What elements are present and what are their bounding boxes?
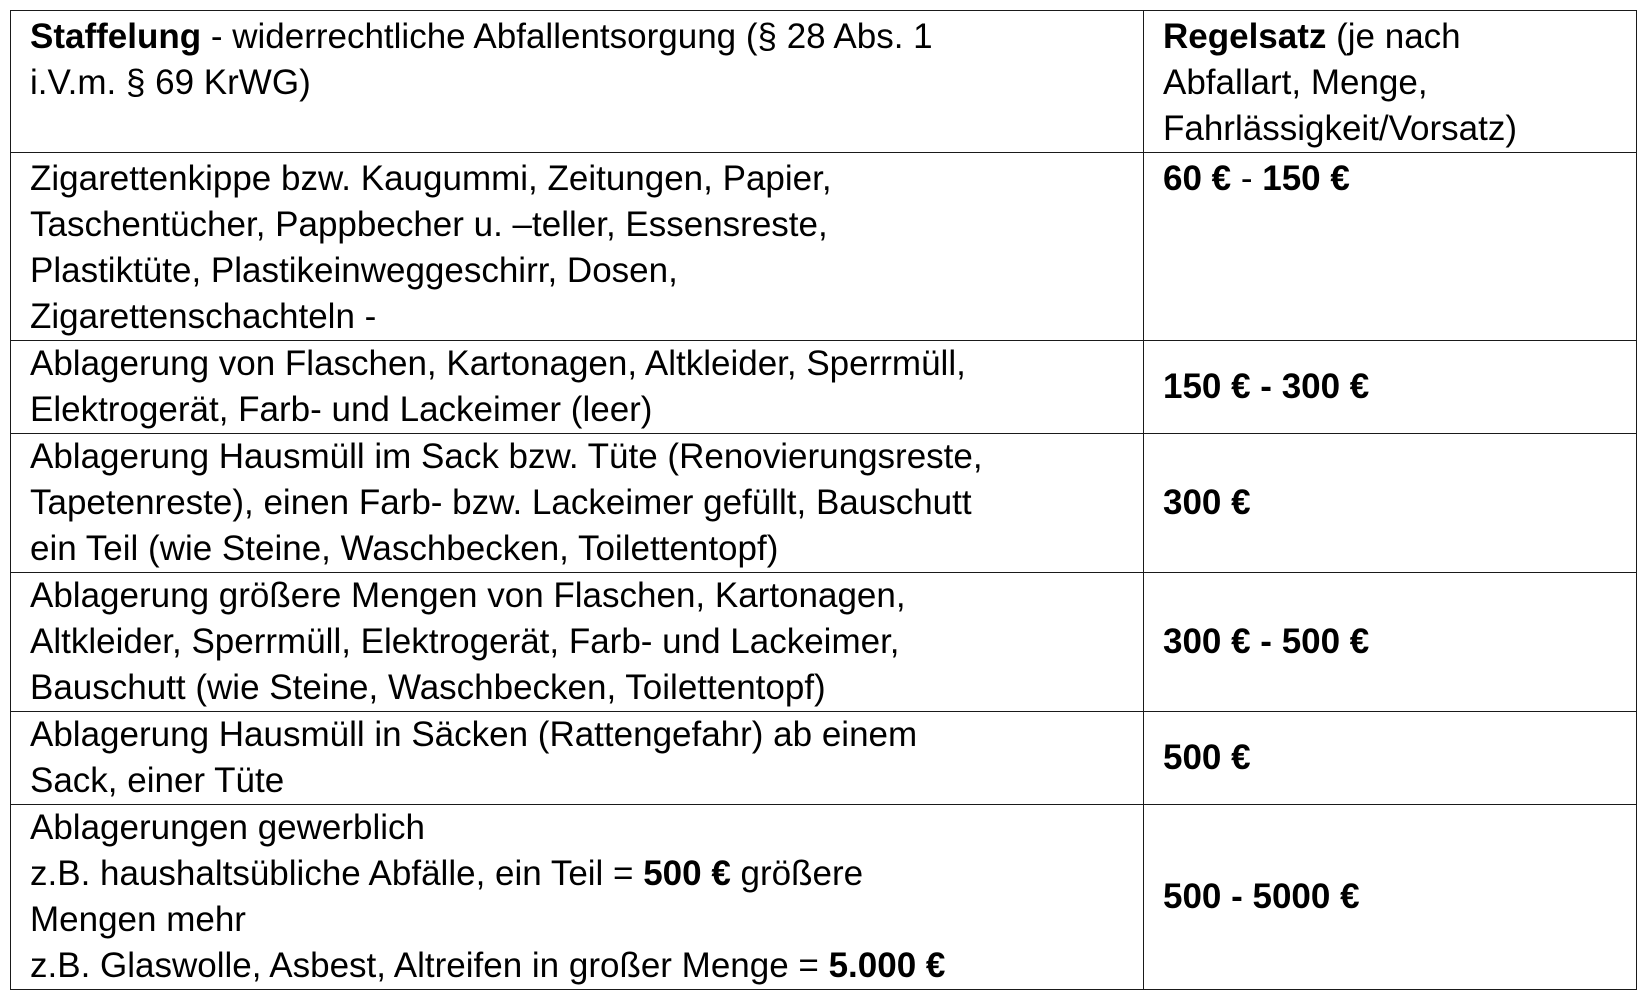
rate-cell [1144, 153, 1637, 341]
header-rate-cell [1144, 11, 1637, 153]
rate-max: 150 € [1262, 159, 1350, 198]
header-category-line-1 [30, 14, 1129, 60]
rate-min: 60 € [1163, 159, 1232, 198]
category-line: Ablagerung von Flaschen, Kartonagen, Altkleider, Sperrmüll, [30, 344, 966, 383]
rate-value: 500 - 5000 € [1163, 877, 1360, 916]
table-row [11, 434, 1637, 573]
rate-value [1163, 156, 1622, 202]
header-rate-line-2: Abfallart, Menge, [1163, 63, 1428, 102]
category-line: Altkleider, Sperrmüll, Elektrogerät, Farb- und Lackeimer, [30, 622, 900, 661]
category-line: Zigarettenkippe bzw. Kaugummi, Zeitungen, Papier, [30, 159, 832, 198]
rate-cell [1144, 434, 1637, 573]
category-cell [11, 341, 1144, 434]
category-cell [11, 573, 1144, 712]
category-text: z.B. haushaltsübliche Abfälle, ein Teil = [30, 854, 644, 893]
category-line: Ablagerung Hausmüll in Säcken (Rattengefahr) ab einem [30, 715, 918, 754]
rate-cell [1144, 341, 1637, 434]
header-category-subtitle: - widerrechtliche Abfallentsorgung (§ 28 Abs. 1 [201, 17, 933, 56]
table-row [11, 341, 1637, 434]
category-line: Ablagerung Hausmüll im Sack bzw. Tüte (Renovierungsreste, [30, 437, 983, 476]
category-line: Tapetenreste), einen Farb- bzw. Lackeimer gefüllt, Bauschutt [30, 483, 972, 522]
rate-cell [1144, 805, 1637, 990]
category-text: z.B. Glaswolle, Asbest, Altreifen in großer Menge = [30, 946, 829, 985]
fines-table [10, 10, 1637, 990]
header-category-line-2: i.V.m. § 69 KrWG) [30, 63, 311, 102]
category-line: Bauschutt (wie Steine, Waschbecken, Toilettentopf) [30, 668, 826, 707]
table-row [11, 573, 1637, 712]
rate-value: 300 € [1163, 483, 1251, 522]
category-cell [11, 805, 1144, 990]
header-category-cell [11, 11, 1144, 153]
header-rate-line-1 [1163, 14, 1622, 60]
table-row [11, 712, 1637, 805]
inline-rate: 5.000 € [828, 946, 946, 985]
rate-cell [1144, 712, 1637, 805]
category-text: größere [730, 854, 864, 893]
category-line: Sack, einer Tüte [30, 761, 285, 800]
table-row [11, 805, 1637, 990]
category-cell [11, 153, 1144, 341]
header-rate-line-3: Fahrlässigkeit/Vorsatz) [1163, 109, 1518, 148]
header-rate-title: Regelsatz [1163, 17, 1327, 56]
rate-separator: - [1231, 159, 1263, 198]
rate-value: 300 € - 500 € [1163, 622, 1370, 661]
rate-cell [1144, 573, 1637, 712]
table-row [11, 153, 1637, 341]
category-line: ein Teil (wie Steine, Waschbecken, Toilettentopf) [30, 529, 779, 568]
category-line [30, 851, 1129, 897]
category-line: Ablagerungen gewerblich [30, 808, 425, 847]
category-line: Mengen mehr [30, 900, 246, 939]
header-rate-subtitle: (je nach [1326, 17, 1461, 56]
header-category-title: Staffelung [30, 17, 202, 56]
rate-value: 150 € - 300 € [1163, 367, 1370, 406]
inline-rate: 500 € [643, 854, 731, 893]
category-cell [11, 712, 1144, 805]
category-cell [11, 434, 1144, 573]
category-line [30, 943, 1129, 989]
category-line: Zigarettenschachteln - [30, 297, 377, 336]
category-line: Ablagerung größere Mengen von Flaschen, Kartonagen, [30, 576, 906, 615]
category-line: Elektrogerät, Farb- und Lackeimer (leer) [30, 390, 653, 429]
category-line: Plastiktüte, Plastikeinweggeschirr, Dosen, [30, 251, 678, 290]
rate-value: 500 € [1163, 738, 1251, 777]
category-line: Taschentücher, Pappbecher u. –teller, Essensreste, [30, 205, 828, 244]
table-header-row [11, 11, 1637, 153]
